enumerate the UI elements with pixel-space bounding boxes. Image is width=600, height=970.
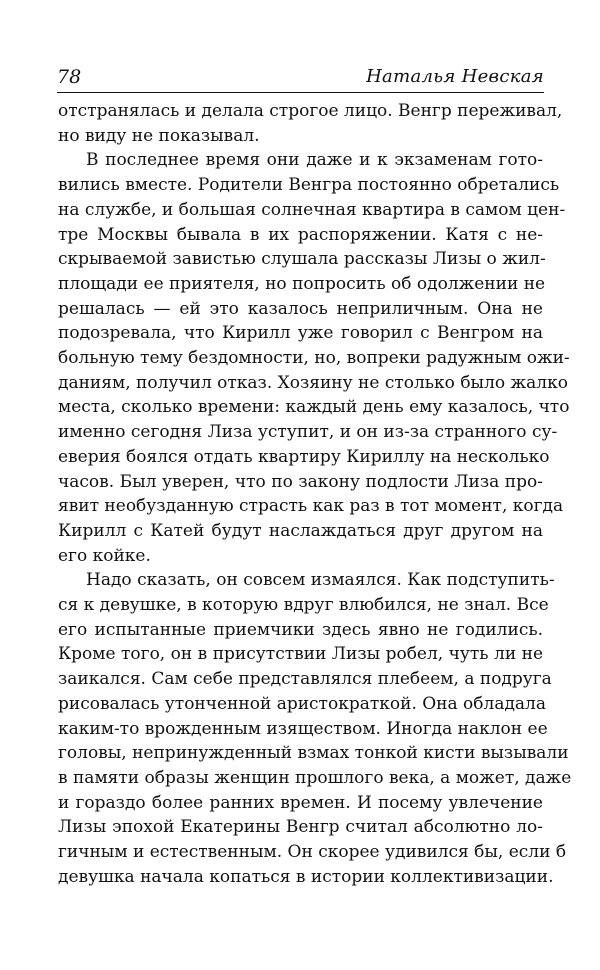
- text-line: головы, непринужденный взмах тонкой кисти вызывали: [58, 743, 569, 764]
- text-line: решалась — ей это казалось неприличным. Она не: [58, 298, 543, 319]
- body-text: [58, 99, 572, 890]
- text-line: больную тему бездомности, но, вопреки радужным ожи-: [58, 348, 570, 369]
- text-line: каким-то врожденным изяществом. Иногда наклон ее: [58, 718, 548, 739]
- text-line: вились вместе. Родители Венгра постоянно обретались: [58, 175, 560, 196]
- text-line: тре Москвы бывала в их распоряжении. Катя с не-: [58, 224, 543, 245]
- text-line: Надо сказать, он совсем измаялся. Как подступить-: [86, 570, 555, 591]
- header-rule: [57, 92, 544, 93]
- text-line: еверия боялся отдать квартиру Кириллу на несколько: [58, 446, 550, 467]
- text-line: подозревала, что Кирилл уже говорил с Венгром на: [58, 323, 543, 344]
- text-line: места, сколько времени: каждый день ему казалось, что: [58, 397, 570, 418]
- text-line: именно сегодня Лиза уступит, и он из-за странного су-: [58, 422, 558, 443]
- text-line: его койке.: [58, 545, 151, 566]
- text-line: его испытанные приемчики здесь явно не годились.: [58, 619, 543, 640]
- text-line: заикался. Сам себе представлялся плебеем, а подруга: [58, 669, 552, 690]
- text-line: девушка начала копаться в истории коллективизации.: [58, 866, 554, 887]
- running-header: [57, 66, 544, 92]
- text-line: скрываемой завистью слушала рассказы Лизы о жил-: [58, 249, 546, 270]
- text-line: Кроме того, он в присутствии Лизы робел, чуть ли не: [58, 644, 543, 665]
- running-head-author: Наталья Невская: [366, 66, 544, 87]
- page-number: 78: [57, 66, 82, 88]
- text-line: явит необузданную страсть как раз в тот момент, когда: [58, 496, 564, 517]
- paragraph: [58, 568, 572, 889]
- text-line: Лизы эпохой Екатерины Венгр считал абсолютно ло-: [58, 817, 543, 838]
- text-line: в памяти образы женщин прошлого века, а может, даже: [58, 767, 572, 788]
- text-line: рисовалась утонченной аристократкой. Она обладала: [58, 693, 546, 714]
- text-line: но виду не показывал.: [58, 125, 260, 146]
- text-line: отстранялась и делала строгое лицо. Венгр переживал,: [58, 101, 563, 121]
- text-line: Кирилл с Катей будут наслаждаться друг другом на: [58, 520, 543, 541]
- text-line: ся к девушке, в которую вдруг влюбился, не знал. Все: [58, 595, 549, 616]
- text-line: площади ее приятеля, но попросить об одолжении не: [58, 273, 546, 294]
- paragraph: [58, 148, 570, 568]
- text-line: и гораздо более ранних времен. И посему увлечение: [58, 792, 543, 813]
- text-line: часов. Был уверен, что по закону подлости Лиза про-: [58, 471, 543, 492]
- text-line: гичным и естественным. Он скорее удивился бы, если б: [58, 842, 567, 863]
- paragraph: [58, 99, 563, 148]
- text-line: на службе, и большая солнечная квартира в самом цен-: [58, 199, 566, 220]
- text-line: В последнее время они даже и к экзаменам гото-: [86, 150, 543, 171]
- text-line: даниям, получил отказ. Хозяину не столько было жалко: [58, 372, 568, 393]
